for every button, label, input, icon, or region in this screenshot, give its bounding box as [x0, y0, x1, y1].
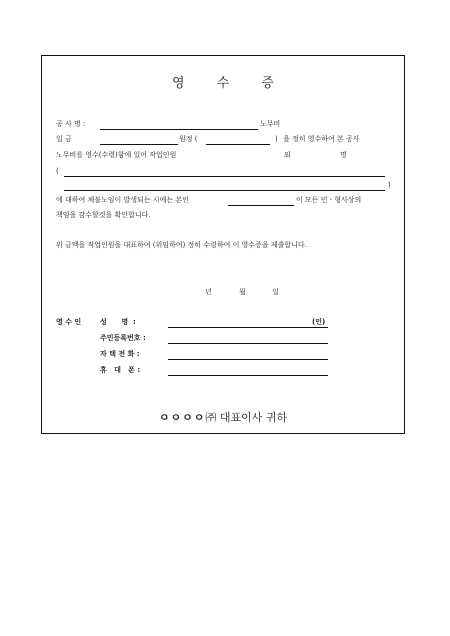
addressee [42, 411, 404, 424]
amount-digits-field[interactable] [206, 144, 270, 145]
workers-text: 노무비를 영수(수령)함에 있어 작업인원 [56, 151, 177, 159]
project-name-field[interactable] [100, 129, 258, 130]
page-title: 영 수 증 [172, 76, 288, 91]
labor-cost-text: 노무비 [260, 120, 281, 128]
receipt-form [41, 55, 405, 434]
workers-list-field-1[interactable] [64, 176, 385, 177]
amount-label: 일 금 [56, 135, 72, 143]
resident-number-label: 주민등록번호 : [100, 334, 146, 342]
receiver-label: 영 수 인 [56, 318, 82, 326]
won-text: 원정 ( [179, 135, 198, 143]
mobile-label: 휴 대 폰 : [100, 366, 141, 374]
persons-unit-text: 명 [340, 151, 347, 159]
addressee-suffix: ㈜ 대표이사 귀하 [205, 411, 288, 424]
date-month: 월 [239, 288, 246, 296]
name-label: 성 명 : [100, 318, 136, 326]
date-year: 년 [205, 288, 212, 296]
open-paren-text: ( [56, 167, 59, 175]
resident-number-field[interactable] [168, 343, 328, 344]
and-others-text: 외 [284, 151, 291, 159]
liability-text-2: 이 모든 민ㆍ형사상의 [296, 196, 362, 204]
confirm-text: 책임을 감수할것을 확인합니다. [56, 211, 151, 219]
name-field[interactable] [168, 327, 328, 328]
close-paren-text-2: ) [388, 181, 391, 189]
close-paren-text: ) [275, 135, 278, 143]
home-phone-label: 자 택 전 화 : [100, 350, 140, 358]
submission-text: 위 금액을 작업인원을 대표하여 (위임하여) 정히 수령하여 이 영수증을 제출합니다. [56, 241, 307, 249]
liability-text: 에 대하여 체불노임이 발생되는 시에는 본인 [56, 196, 189, 204]
mobile-field[interactable] [168, 375, 328, 376]
workers-list-field-2[interactable] [64, 190, 385, 191]
date-day: 일 [272, 288, 279, 296]
amount-field[interactable] [100, 144, 178, 145]
home-phone-field[interactable] [168, 359, 328, 360]
seal-mark: (인) [312, 318, 326, 326]
principal-name-field[interactable] [228, 205, 294, 206]
company-name: ㅇㅇㅇㅇ [158, 411, 206, 424]
receipt-statement-text: 을 정히 영수하여 본 공사 [283, 135, 360, 143]
project-name-label: 공 사 명 : [56, 120, 86, 128]
